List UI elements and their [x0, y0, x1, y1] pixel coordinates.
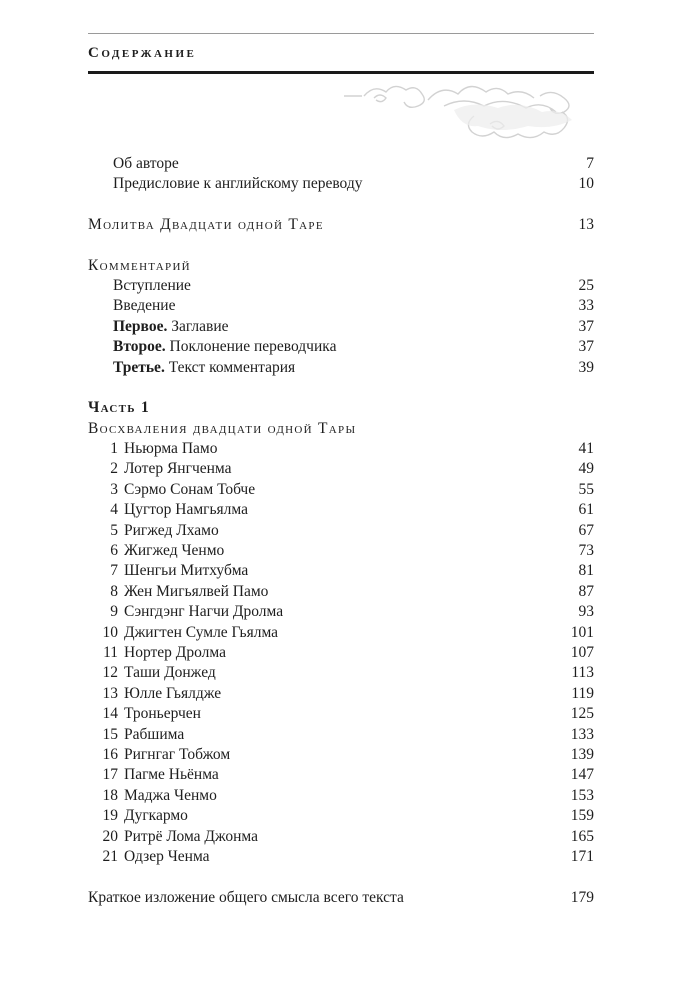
entry-title — [100, 725, 184, 745]
entry-number: 2 — [110, 460, 118, 477]
entry-title — [100, 643, 226, 663]
entry-text: Цугтор Намгьялма — [124, 501, 248, 518]
page-number: 25 — [578, 277, 594, 294]
entry-text: Введение — [113, 297, 176, 314]
entry-text: Поклонение переводчика — [165, 338, 337, 355]
entry-title — [100, 684, 221, 704]
entry-text: Шенгьи Митхубма — [124, 562, 249, 579]
entry-number: 20 — [102, 828, 118, 845]
entry-number: 4 — [110, 501, 118, 518]
entry-number: 10 — [102, 624, 118, 641]
entry-text: Ньюрма Памо — [124, 440, 218, 457]
page-number: 147 — [570, 766, 594, 783]
page-number: 55 — [578, 481, 594, 498]
entry-text: Жигжед Ченмо — [124, 542, 225, 559]
page-number: 119 — [571, 685, 594, 702]
entry-title — [100, 459, 232, 479]
entry-text: Ритрё Лома Джонма — [124, 828, 258, 845]
entry-title: Об авторе — [113, 155, 179, 172]
page-number: 139 — [570, 746, 594, 763]
page-number: 7 — [586, 155, 594, 172]
entry-number: 13 — [102, 685, 118, 702]
page-number: 153 — [570, 787, 594, 804]
entry-text: Дугкармо — [124, 807, 188, 824]
part-label: Часть 1 — [88, 399, 151, 416]
entry-text: Рабшима — [124, 726, 185, 743]
entry-ordinal: Третье. — [113, 359, 165, 376]
part-subtitle: Восхваления двадцати одной Тары — [88, 420, 357, 437]
entry-text: Сэнгдэнг Нагчи Дролма — [124, 603, 284, 620]
page-number: 171 — [570, 848, 594, 865]
page-number: 73 — [578, 542, 594, 559]
entry-title — [113, 317, 229, 337]
page-number: 179 — [570, 889, 594, 906]
entry-title — [100, 806, 188, 826]
entry-number: 9 — [110, 603, 118, 620]
page-number: 33 — [578, 297, 594, 314]
top-rule — [88, 33, 594, 34]
entry-title — [100, 847, 210, 867]
cloud-ornament-icon — [344, 76, 594, 148]
entry-text: Заглавие — [167, 318, 229, 335]
entry-text: Нортер Дролма — [124, 644, 226, 661]
entry-text: Вступление — [113, 277, 191, 294]
entry-number: 21 — [102, 848, 118, 865]
entry-number: 6 — [110, 542, 118, 559]
entry-text: Троньерчен — [124, 705, 201, 722]
page-number: 133 — [570, 726, 594, 743]
entry-number: 15 — [102, 726, 118, 743]
entry-text: Юлле Гьялдже — [124, 685, 222, 702]
entry-title — [100, 704, 201, 724]
page-number: 93 — [578, 603, 594, 620]
entry-title — [113, 296, 175, 316]
page-number: 113 — [571, 664, 594, 681]
entry-title — [100, 480, 255, 500]
entry-title — [100, 765, 219, 785]
page-number: 37 — [578, 338, 594, 355]
entry-title — [100, 745, 230, 765]
entry-number: 14 — [102, 705, 118, 722]
entry-text: Ригжед Лхамо — [124, 522, 219, 539]
page-number: 159 — [570, 807, 594, 824]
entry-ordinal: Первое. — [113, 318, 168, 335]
page-number: 125 — [570, 705, 594, 722]
page-number: 165 — [570, 828, 594, 845]
entry-title — [100, 663, 216, 683]
page-number: 49 — [578, 460, 594, 477]
entry-number: 16 — [102, 746, 118, 763]
page-number: 67 — [578, 522, 594, 539]
section-heading-commentary: Комментарий — [88, 257, 191, 274]
page-number: 39 — [578, 359, 594, 376]
entry-text: Пагме Ньёнма — [124, 766, 219, 783]
entry-number: 3 — [110, 481, 118, 498]
entry-text: Лотер Янгченма — [124, 460, 232, 477]
page-number: 61 — [578, 501, 594, 518]
entry-number: 19 — [102, 807, 118, 824]
entry-title — [100, 500, 248, 520]
page-title: Содержание — [88, 45, 197, 61]
page-number: 107 — [570, 644, 594, 661]
page-number: 101 — [570, 624, 594, 641]
entry-text: Маджа Ченмо — [124, 787, 217, 804]
entry-number: 12 — [102, 664, 118, 681]
entry-title — [113, 276, 191, 296]
entry-text: Сэрмо Сонам Тобче — [124, 481, 256, 498]
entry-title — [100, 786, 217, 806]
entry-title — [113, 358, 295, 378]
entry-title — [100, 582, 268, 602]
entry-number: 17 — [102, 766, 118, 783]
entry-text: Текст комментария — [164, 359, 296, 376]
page-number: 81 — [578, 562, 594, 579]
entry-title — [100, 541, 224, 561]
entry-title — [100, 602, 283, 622]
entry-number: 5 — [110, 522, 118, 539]
entry-ordinal: Второе. — [113, 338, 166, 355]
entry-title — [100, 827, 258, 847]
entry-text: Таши Донжед — [124, 664, 216, 681]
entry-title: Краткое изложение общего смысла всего текста — [88, 889, 404, 906]
entry-text: Одзер Ченма — [124, 848, 210, 865]
page-number: 10 — [578, 175, 594, 192]
entry-title — [113, 337, 336, 357]
title-underline — [88, 71, 594, 74]
page-number: 13 — [578, 216, 594, 233]
entry-number: 7 — [110, 562, 118, 579]
entry-text: Жен Мигьялвей Памо — [124, 583, 269, 600]
page-number: 37 — [578, 318, 594, 335]
entry-number: 8 — [110, 583, 118, 600]
page-number: 87 — [578, 583, 594, 600]
entry-title — [100, 521, 219, 541]
entry-title — [100, 623, 278, 643]
entry-text: Ригнгаг Тобжом — [124, 746, 231, 763]
entry-number: 1 — [110, 440, 118, 457]
entry-title: Предисловие к английскому переводу — [113, 175, 363, 192]
page-number: 41 — [578, 440, 594, 457]
entry-number: 11 — [103, 644, 118, 661]
entry-number: 18 — [102, 787, 118, 804]
entry-title — [100, 439, 217, 459]
entry-title — [100, 561, 248, 581]
entry-text: Джигтен Сумле Гьялма — [124, 624, 279, 641]
entry-title: Молитва Двадцати одной Таре — [88, 216, 324, 233]
